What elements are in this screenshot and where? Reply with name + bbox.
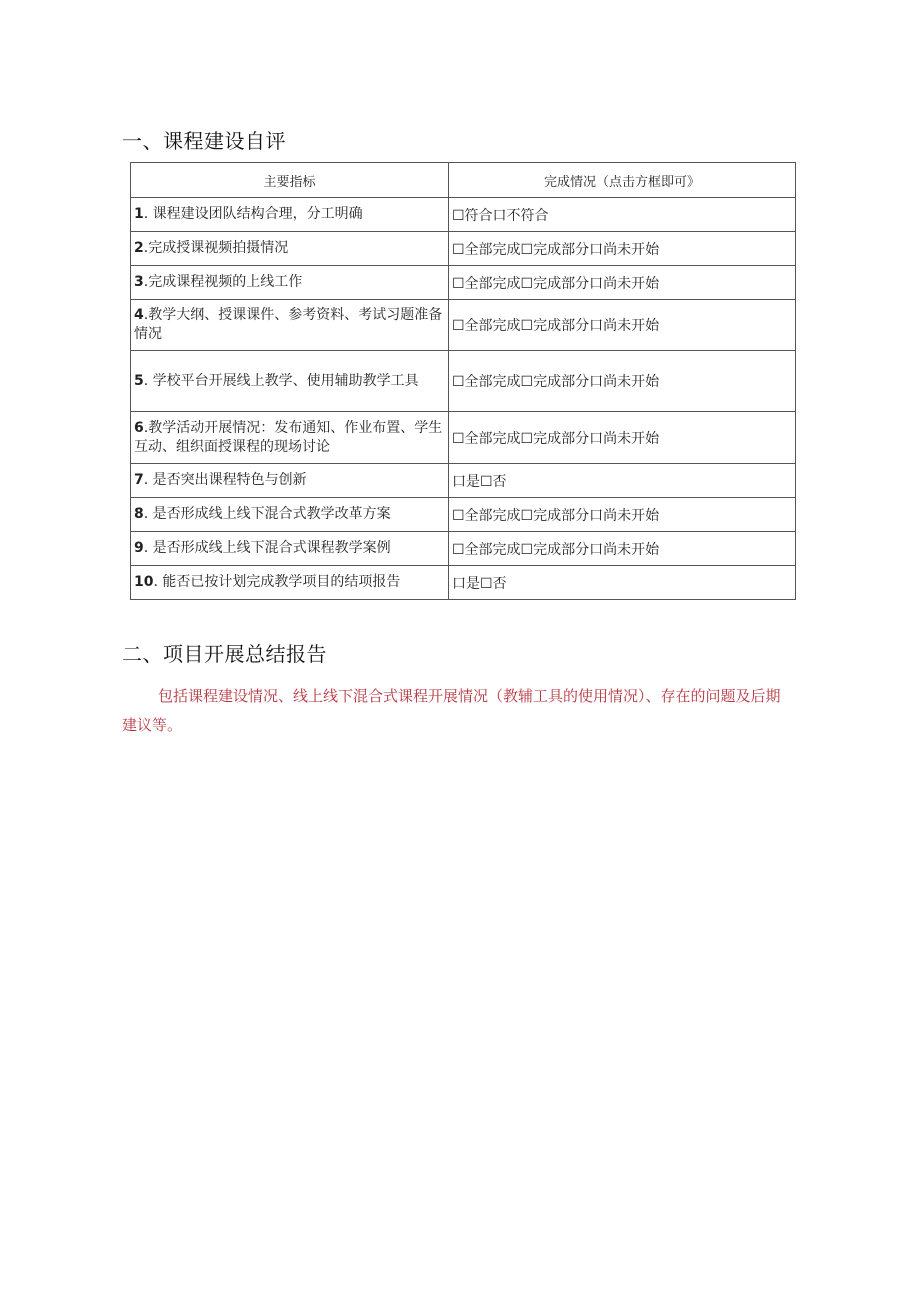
- indicator-number: 8: [134, 506, 144, 522]
- table-row: [131, 412, 796, 464]
- table-header-row: [131, 163, 796, 198]
- indicator-text: . 是否形成线上线下混合式教学改革方案: [143, 506, 391, 522]
- completion-options[interactable]: ☐全部完成☐完成部分口尚未开始: [449, 300, 796, 351]
- indicator-cell: [131, 232, 449, 266]
- summary-instructions: 包括课程建设情况、线上线下混合式课程开展情况（教辅工具的使用情况）、存在的问题及后期建议等。: [122, 687, 781, 734]
- completion-options[interactable]: 口是☐否: [449, 464, 796, 498]
- indicator-cell: [131, 566, 449, 600]
- indicator-cell: [131, 464, 449, 498]
- table-row: [131, 300, 796, 351]
- indicator-text: . 是否突出课程特色与创新: [143, 472, 307, 488]
- completion-options[interactable]: ☐全部完成☐完成部分口尚未开始: [449, 412, 796, 464]
- table-row: [131, 532, 796, 566]
- completion-options[interactable]: ☐符合口不符合: [449, 198, 796, 232]
- indicator-number: 10: [134, 574, 154, 590]
- indicator-cell: [131, 198, 449, 232]
- indicator-number: 6: [134, 419, 144, 436]
- indicator-cell: [131, 532, 449, 566]
- table-row: [131, 464, 796, 498]
- indicator-text: .完成课程视频的上线工作: [143, 274, 303, 290]
- indicator-cell: [131, 498, 449, 532]
- indicator-text: . 能否已按计划完成教学项目的结项报告: [153, 574, 401, 590]
- table-row: [131, 198, 796, 232]
- indicator-text: .教学活动开展情况：发布通知、作业布置、学生互动、组织面授课程的现场讨论: [134, 419, 443, 455]
- indicator-number: 5: [134, 372, 144, 389]
- indicator-cell: [131, 412, 449, 464]
- indicator-number: 1: [134, 206, 144, 222]
- table-row: [131, 351, 796, 412]
- indicator-text: .教学大纲、授课课件、参考资料、考试习题准备情况: [134, 307, 443, 342]
- completion-options[interactable]: ☐全部完成☐完成部分口尚未开始: [449, 351, 796, 412]
- completion-options[interactable]: ☐全部完成☐完成部分口尚未开始: [449, 532, 796, 566]
- indicator-text: . 课程建设团队结构合理，分工明确: [143, 206, 363, 222]
- indicator-number: 9: [134, 540, 144, 556]
- indicator-text: .完成授课视频拍摄情况: [143, 240, 289, 256]
- indicator-cell: [131, 351, 449, 412]
- table-row: [131, 266, 796, 300]
- indicator-cell: [131, 266, 449, 300]
- table-row: [131, 232, 796, 266]
- indicator-text: . 是否形成线上线下混合式课程教学案例: [143, 540, 391, 556]
- completion-options[interactable]: 口是☐否: [449, 566, 796, 600]
- indicator-cell: [131, 300, 449, 351]
- completion-options[interactable]: ☐全部完成☐完成部分口尚未开始: [449, 232, 796, 266]
- indicator-number: 4: [134, 307, 144, 323]
- table-row: [131, 566, 796, 600]
- section-title-summary-report: 二、项目开展总结报告: [122, 642, 327, 666]
- indicator-number: 2: [134, 240, 144, 256]
- completion-options[interactable]: ☐全部完成☐完成部分口尚未开始: [449, 266, 796, 300]
- indicator-number: 3: [134, 274, 144, 290]
- section-title-self-evaluation: 一、课程建设自评: [122, 129, 286, 153]
- header-indicator: 主要指标: [131, 163, 449, 198]
- indicator-number: 7: [134, 472, 144, 488]
- header-completion: 完成情况（点击方框即可》: [449, 163, 796, 198]
- indicator-text: . 学校平台开展线上教学、使用辅助教学工具: [143, 372, 419, 389]
- completion-options[interactable]: ☐全部完成☐完成部分口尚未开始: [449, 498, 796, 532]
- evaluation-table: [130, 162, 796, 600]
- table-row: [131, 498, 796, 532]
